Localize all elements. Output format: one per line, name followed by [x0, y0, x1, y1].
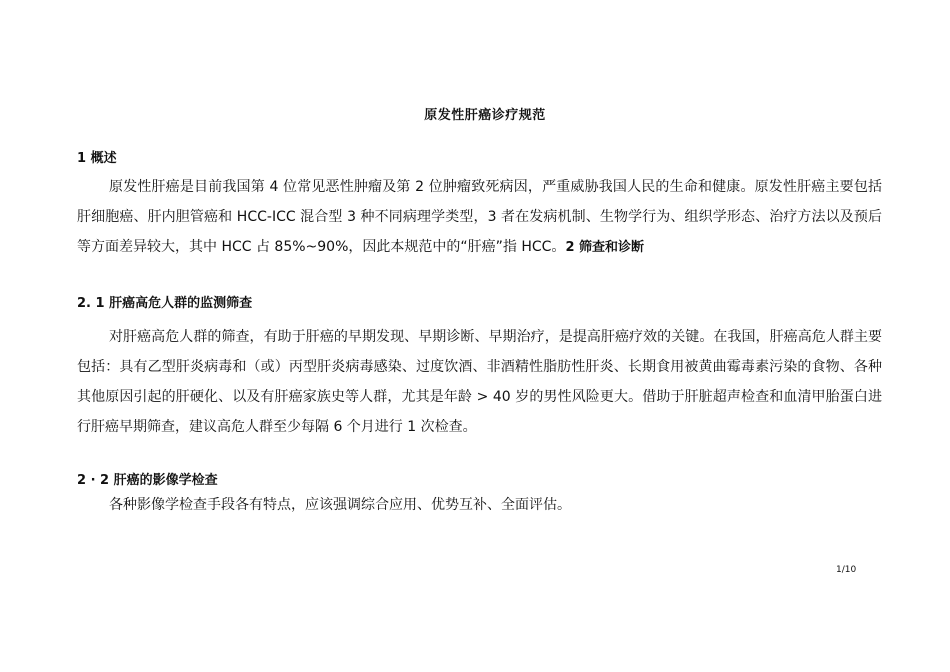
overview-text: 原发性肝癌是目前我国第 4 位常见恶性肿瘤及第 2 位肿瘤致死病因，严重威胁我国人民的生命和健康。原发性肝癌主要包括肝细胞癌、肝内胆管癌和 HCC-ICC 混合型 3 种不同病理学类型，3 者在发病机制、生物学行为、组织学形态、治疗方法以及预后等方面差异较大，其中 HCC 占 85%~90%，因此本规范中的“肝癌”指 HCC。: [77, 179, 882, 255]
page-number: 1/10: [836, 565, 857, 575]
screening-paragraph: 对肝癌高危人群的筛查，有助于肝癌的早期发现、早期诊断、早期治疗，是提高肝癌疗效的关键。在我国，肝癌高危人群主要包括：具有乙型肝炎病毒和（或）丙型肝炎病毒感染、过度饮酒、非酒精性脂肪性肝炎、长期食用被黄曲霉毒素污染的食物、各种其他原因引起的肝硬化、以及有肝癌家族史等人群，尤其是年龄 > 40 岁的男性风险更大。借助于肝脏超声检查和血清甲胎蛋白进行肝癌早期筛查，建议高危人群至少每隔 6 个月进行 1 次检查。: [77, 329, 882, 435]
section-heading-screening: 2 筛查和诊断: [565, 240, 645, 255]
imaging-paragraph: 各种影像学检查手段各有特点，应该强调综合应用、优势互补、全面评估。: [109, 497, 571, 513]
section-heading-2-1: 2. 1 肝癌高危人群的监测筛查: [77, 296, 253, 311]
document-title: 原发性肝癌诊疗规范: [424, 108, 546, 123]
section-heading-2-2: 2 · 2 肝癌的影像学检查: [77, 473, 218, 488]
section-heading-overview: 1 概述: [77, 151, 117, 166]
overview-paragraph: [77, 172, 882, 263]
